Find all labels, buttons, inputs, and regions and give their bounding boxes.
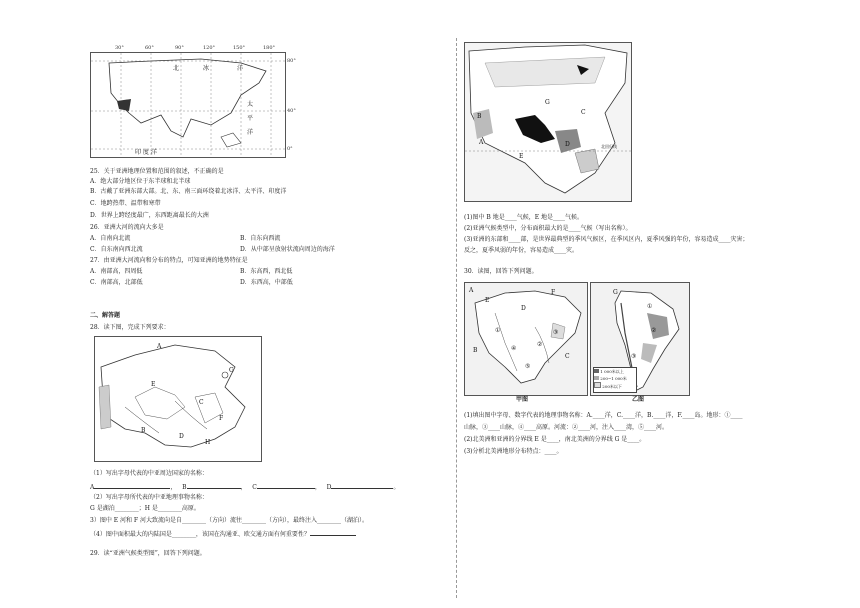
answer-blank[interactable] (310, 529, 356, 536)
map-label: ② (651, 327, 657, 334)
q27-option: B．东高西，西北低 (240, 268, 293, 275)
map-caption: 甲图 (516, 396, 529, 403)
q30-question: 山脉，③____山脉，④____高原。河流：②____河，注入____湾，⑤____河。 (464, 424, 669, 431)
lon-tick: 120° (203, 45, 216, 51)
q25-stem: 25．关于亚洲地理位置和范围的叙述，不正确的是 (90, 168, 224, 175)
map-label: B (477, 113, 482, 120)
map-label: B (141, 427, 146, 434)
map-label: 太 (247, 101, 254, 108)
q28-part4: （4）图中面积最大的内陆国是________，该国在沟通亚、欧交通方面有何重要性？ (90, 529, 356, 539)
legend-label: 200~1 000米 (600, 376, 627, 381)
q29-question: (1)图中 B 地是____气候，E 地是____气候。 (464, 214, 584, 221)
q30-question: (1)填出图中字母、数字代表的地理事物名称：A.____洋，C.____洋，B.____洋，F.____岛。地形：①____ (464, 412, 743, 419)
map-label: D (565, 141, 570, 148)
q27-option: A．南部高，四周低 (90, 268, 143, 275)
elevation-legend (593, 367, 637, 393)
q29-stem: 29．读“亚洲气候类型图”，回答下列问题。 (90, 550, 206, 557)
letter: D (326, 484, 332, 491)
q26-option: B．自东向西流 (240, 235, 281, 242)
lon-tick: 150° (233, 45, 246, 51)
q26-option: C．自东南向西北流 (90, 246, 143, 253)
map-label: 洋 (237, 65, 244, 72)
map-label: ② (537, 341, 543, 348)
q28-stem: 28．读下图，完成下列要求： (90, 324, 170, 331)
map-label: A (469, 287, 474, 294)
map-label: A (157, 343, 162, 350)
answer-blank[interactable] (94, 482, 170, 489)
lon-tick: 60° (145, 45, 154, 51)
lat-tick: 0° (287, 146, 293, 152)
answer-blank[interactable] (257, 482, 315, 489)
map-label: F (219, 415, 224, 422)
column-divider (456, 38, 457, 598)
q28-part1: （1）写出字母代表的中亚周边国家的名称： (90, 470, 208, 477)
q29-question: (3)亚洲的东部和____部，是世界最典型的季风气候区，在季风区内，夏季风强的年份，容易造成____灾害； (464, 236, 749, 243)
map-label: 印 度 洋 (135, 149, 157, 156)
asia-map-graphic (91, 53, 285, 157)
q30-stem: 30．读图，回答下列问题。 (464, 268, 538, 275)
map-label: ① (647, 303, 653, 310)
legend-swatch (594, 369, 599, 373)
q28-part2: （2）写出字母所代表的中亚地理事物名称： (90, 494, 208, 501)
q29-question: 反之，夏季风弱的年份，容易造成____灾。 (464, 247, 579, 254)
map-label: G (229, 367, 234, 374)
q25-option: D．世界上跨经度最广，东西距离最长的大洲 (90, 212, 209, 219)
map-label: B (473, 347, 478, 354)
asia-position-map (90, 45, 296, 158)
north-america-map (464, 282, 588, 396)
q27-option: C．南部高，北部低 (90, 279, 143, 286)
map-label: E (151, 381, 156, 388)
legend-swatch (594, 382, 601, 388)
map-label: 北 (173, 65, 180, 72)
map-label: ④ (511, 345, 517, 352)
q25-option: A．绝大部分地区位于东半球和北半球 (90, 178, 191, 185)
q26-option: A．自南向北流 (90, 235, 131, 242)
north-america-map-graphic (465, 283, 587, 395)
map-label: A (479, 139, 484, 146)
asia-climate-map (464, 42, 632, 202)
map-label: ③ (553, 329, 559, 336)
lon-tick: 30° (115, 45, 124, 51)
legend-label: 200米以下 (602, 384, 622, 389)
answer-blank[interactable] (187, 482, 241, 489)
map-note: 北回归线 (601, 144, 617, 149)
q26-option: D．从中部呈放射状流向周边的海洋 (240, 246, 335, 253)
map-label: G (613, 289, 618, 296)
q29-question: (2)亚洲气候类型中，分布面积最大的是____气候（写出名称）。 (464, 225, 632, 232)
map-label: D (521, 305, 526, 312)
map-label: 平 (247, 115, 254, 122)
legend-swatch (594, 376, 599, 380)
q26-stem: 26．亚洲大河的流向大多是 (90, 224, 164, 231)
letter: B (182, 484, 187, 491)
asia-climate-map-graphic (465, 43, 631, 201)
q30-question: (3)分析北美洲地形分布特点：____。 (464, 448, 563, 455)
map-caption: 乙图 (632, 396, 645, 403)
south-america-map (590, 282, 690, 396)
q25-option: C．地跨热带、温带和寒带 (90, 200, 161, 207)
map-label: C (565, 353, 570, 360)
q27-stem: 27．由亚洲大河流向和分布的特点，可知亚洲的地势特征是 (90, 257, 248, 264)
central-asia-map (94, 336, 262, 462)
q28-part1-answers: A ， B ， C ， D 。 (90, 484, 400, 491)
q25-option: B．古戴了亚洲东部大部。北、东、南三面环绕着北冰洋、太平洋、印度洋 (90, 188, 287, 195)
section-heading: 二、解答题 (90, 312, 121, 319)
map-label: ① (495, 327, 501, 334)
central-asia-map-graphic (95, 337, 261, 461)
lat-tick: 80° (287, 58, 296, 64)
q28-part2-line: G 是湖泊________；H 是________高原。 (90, 505, 200, 512)
map-label: E (519, 153, 524, 160)
lat-tick: 40° (287, 108, 296, 114)
map-label: 洋 (247, 129, 254, 136)
lon-tick: 180° (263, 45, 276, 51)
map-label: ⑤ (525, 363, 531, 370)
map-label: D (179, 433, 184, 440)
q27-option: D．东西高，中部低 (240, 279, 293, 286)
map-label: F (551, 289, 556, 296)
map-label: ③ (631, 353, 637, 360)
answer-blank[interactable] (331, 482, 393, 489)
lon-tick: 90° (175, 45, 184, 51)
map-label: C (199, 399, 204, 406)
legend-label: 1 000米以上 (600, 369, 624, 374)
map-label: G (545, 99, 550, 106)
q28-part3: 3）图中 E 河和 F 河大致流向是自________（方向）流往________（方向），最终注入________（湖泊）。 (90, 517, 368, 524)
map-label: E (485, 297, 490, 304)
q30-question: (2)北美洲和亚洲的分界线 E 是____，南北美洲的分界线 G 是____。 (464, 436, 646, 443)
map-label: C (581, 109, 586, 116)
letter: C (252, 484, 257, 491)
map-label: 冰 (203, 65, 210, 72)
letter: A (90, 484, 95, 491)
map-label: H (205, 439, 211, 446)
